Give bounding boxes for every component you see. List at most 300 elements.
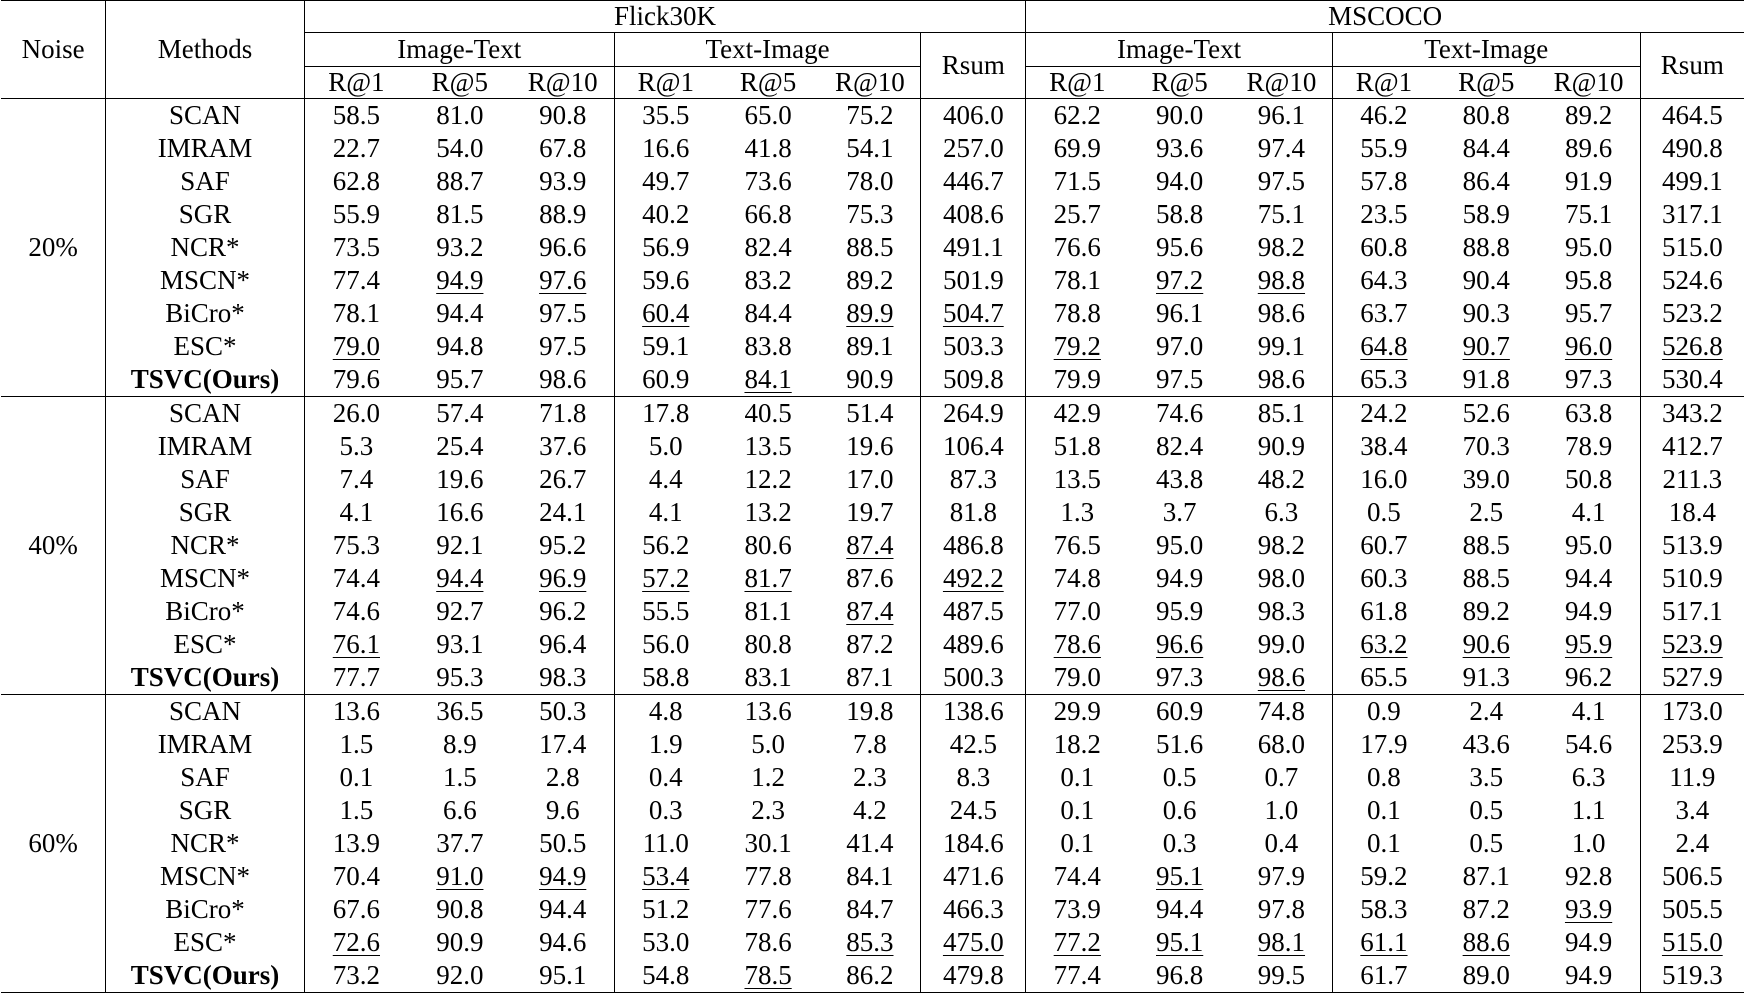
metric-value: 97.9 xyxy=(1257,861,1306,891)
metric-value-cell xyxy=(1332,99,1435,133)
metric-value-cell xyxy=(408,397,512,431)
metric-value-cell xyxy=(1128,959,1231,993)
metric-value: 49.7 xyxy=(642,166,690,196)
metric-value-cell xyxy=(1026,695,1129,729)
metric-value-cell xyxy=(512,132,615,165)
metric-value-cell xyxy=(1128,463,1231,496)
metric-value: 61.8 xyxy=(1360,596,1408,626)
metric-value-cell xyxy=(1026,661,1129,695)
metric-value: 80.8 xyxy=(1462,100,1510,130)
metric-value: 0.1 xyxy=(1060,795,1095,825)
metric-value: 24.1 xyxy=(539,497,587,527)
metric-value: 95.6 xyxy=(1156,232,1204,262)
metric-value-cell xyxy=(819,926,920,959)
metric-value-cell xyxy=(921,363,1026,397)
metric-value: 72.6 xyxy=(332,927,380,957)
metric-value-cell xyxy=(1231,363,1332,397)
metric-value: 97.0 xyxy=(1156,331,1204,361)
metric-value-cell xyxy=(1231,628,1332,661)
metric-value-cell xyxy=(304,198,408,231)
metric-value-cell xyxy=(1128,132,1231,165)
metric-value: 466.3 xyxy=(942,894,1004,924)
metric-value: 79.2 xyxy=(1053,331,1101,361)
method-name-cell xyxy=(106,198,304,231)
metric-value: 515.0 xyxy=(1661,232,1723,262)
metric-value: 58.5 xyxy=(332,100,380,130)
rsum-header-mscoco: Rsum xyxy=(1640,33,1744,99)
metric-value: 19.7 xyxy=(846,497,894,527)
metric-value: 26.7 xyxy=(539,464,587,494)
metric-value: 471.6 xyxy=(942,861,1004,891)
metric-value: 13.2 xyxy=(744,497,792,527)
metric-value-cell xyxy=(921,562,1026,595)
metric-value: 53.0 xyxy=(642,927,690,957)
metric-value: 98.3 xyxy=(539,662,587,692)
metric-value-cell xyxy=(1128,661,1231,695)
metric-value-cell xyxy=(1128,529,1231,562)
metric-value: 90.0 xyxy=(1156,100,1204,130)
metric-value: 59.6 xyxy=(642,265,690,295)
metric-value-cell xyxy=(512,695,615,729)
metric-value: 0.1 xyxy=(339,762,374,792)
metric-value: 58.8 xyxy=(642,662,690,692)
method-name-cell xyxy=(106,297,304,330)
metric-value: 1.5 xyxy=(339,729,374,759)
metric-value: 58.9 xyxy=(1462,199,1510,229)
metric-value-cell xyxy=(408,827,512,860)
metric-value-cell xyxy=(512,264,615,297)
metric-value: 446.7 xyxy=(942,166,1004,196)
metric-value: 60.4 xyxy=(642,298,690,328)
metric-value: 505.5 xyxy=(1661,894,1723,924)
metric-value: 96.6 xyxy=(539,232,587,262)
metric-value: 51.8 xyxy=(1053,431,1101,461)
metric-value: 4.8 xyxy=(648,696,683,726)
metric-value: 95.0 xyxy=(1564,232,1613,262)
metric-value-cell xyxy=(1538,695,1641,729)
metric-value: 0.5 xyxy=(1469,795,1504,825)
metric-value-cell xyxy=(1538,595,1641,628)
metric-value: 517.1 xyxy=(1661,596,1723,626)
metric-value-cell xyxy=(614,165,717,198)
metric-value-cell xyxy=(1538,99,1641,133)
metric-value: 62.2 xyxy=(1053,100,1101,130)
metric-value: 83.2 xyxy=(744,265,792,295)
metric-value: 63.2 xyxy=(1360,629,1408,659)
metric-value-cell xyxy=(819,728,920,761)
metric-value: 96.1 xyxy=(1257,100,1306,130)
metric-value: 90.7 xyxy=(1462,331,1510,361)
metric-value-cell xyxy=(921,661,1026,695)
metric-value: 93.2 xyxy=(436,232,484,262)
metric-value: 106.4 xyxy=(942,431,1004,461)
metric-value: 83.8 xyxy=(744,331,792,361)
metric-value-cell xyxy=(408,330,512,363)
metric-value-cell xyxy=(1026,595,1129,628)
metric-value-cell xyxy=(304,959,408,993)
metric-value-cell xyxy=(614,695,717,729)
metric-value-cell xyxy=(717,463,820,496)
metric-value-cell xyxy=(408,595,512,628)
dataset-header-flickr: Flick30K xyxy=(304,1,1025,33)
metric-value: 35.5 xyxy=(642,100,690,130)
metric-value-cell xyxy=(1231,198,1332,231)
table-row xyxy=(1,562,1744,595)
method-name-text: MSCN* xyxy=(160,265,251,295)
metric-value-cell xyxy=(614,463,717,496)
method-name-cell xyxy=(106,959,304,993)
method-name-cell xyxy=(106,99,304,133)
metric-value-cell xyxy=(1026,264,1129,297)
metric-header: R@10 xyxy=(1231,67,1332,99)
metric-value-cell xyxy=(921,728,1026,761)
metric-value-cell xyxy=(1231,860,1332,893)
metric-value-cell xyxy=(921,893,1026,926)
metric-value: 41.8 xyxy=(744,133,792,163)
metric-value-cell xyxy=(1128,496,1231,529)
metric-value-cell xyxy=(819,529,920,562)
metric-value: 80.6 xyxy=(744,530,792,560)
method-name-cell xyxy=(106,893,304,926)
method-name-text: NCR* xyxy=(170,232,240,262)
metric-value: 343.2 xyxy=(1661,398,1723,428)
metric-value: 0.1 xyxy=(1367,828,1401,858)
metric-value: 98.6 xyxy=(539,364,587,394)
metric-value-cell xyxy=(1538,728,1641,761)
metric-value-cell xyxy=(614,99,717,133)
metric-value-cell xyxy=(1026,562,1129,595)
metric-value-cell xyxy=(1435,330,1538,363)
metric-value: 90.9 xyxy=(846,364,894,394)
metric-value: 88.5 xyxy=(1462,530,1510,560)
metric-value: 13.9 xyxy=(332,828,380,858)
metric-value-cell xyxy=(1640,297,1744,330)
metric-value: 95.2 xyxy=(539,530,587,560)
metric-value: 75.3 xyxy=(332,530,380,560)
metric-value-cell xyxy=(1538,562,1641,595)
metric-value-cell xyxy=(1538,761,1641,794)
metric-value-cell xyxy=(614,198,717,231)
metric-value-cell xyxy=(304,761,408,794)
metric-value: 0.3 xyxy=(648,795,683,825)
metric-value-cell xyxy=(717,860,820,893)
metric-value: 81.7 xyxy=(744,563,792,593)
method-name-text: NCR* xyxy=(170,828,240,858)
metric-value-cell xyxy=(819,297,920,330)
metric-value: 84.4 xyxy=(744,298,792,328)
metric-value: 93.9 xyxy=(1564,894,1613,924)
metric-value: 36.5 xyxy=(436,696,484,726)
metric-value: 78.9 xyxy=(1564,431,1613,461)
metric-value-cell xyxy=(1435,860,1538,893)
metric-value-cell xyxy=(408,926,512,959)
method-name-cell xyxy=(106,628,304,661)
metric-value: 77.0 xyxy=(1053,596,1101,626)
metric-value-cell xyxy=(408,794,512,827)
metric-value: 65.5 xyxy=(1360,662,1408,692)
metric-value: 88.8 xyxy=(1462,232,1510,262)
metric-value: 87.4 xyxy=(846,530,894,560)
metric-value-cell xyxy=(1128,562,1231,595)
metric-value: 25.7 xyxy=(1053,199,1101,229)
metric-value-cell xyxy=(921,463,1026,496)
metric-value-cell xyxy=(304,132,408,165)
metric-value: 13.5 xyxy=(744,431,792,461)
metric-value: 408.6 xyxy=(942,199,1004,229)
metric-value: 13.5 xyxy=(1053,464,1101,494)
metric-value-cell xyxy=(614,132,717,165)
metric-value-cell xyxy=(614,264,717,297)
metric-value-cell xyxy=(1640,728,1744,761)
metric-value-cell xyxy=(408,463,512,496)
metric-value: 39.0 xyxy=(1462,464,1510,494)
metric-value-cell xyxy=(819,198,920,231)
metric-value: 79.6 xyxy=(332,364,380,394)
metric-value: 504.7 xyxy=(942,298,1004,328)
metric-value-cell xyxy=(819,363,920,397)
metric-value-cell xyxy=(1128,794,1231,827)
metric-value: 48.2 xyxy=(1257,464,1306,494)
metric-value: 184.6 xyxy=(942,828,1004,858)
metric-value-cell xyxy=(1231,827,1332,860)
metric-value: 2.4 xyxy=(1675,828,1710,858)
metric-value: 17.0 xyxy=(846,464,894,494)
metric-value-cell xyxy=(512,959,615,993)
metric-value: 487.5 xyxy=(942,596,1004,626)
metric-value: 98.3 xyxy=(1257,596,1306,626)
method-name-text: TSVC(Ours) xyxy=(130,662,280,692)
metric-value: 76.6 xyxy=(1053,232,1101,262)
metric-value: 317.1 xyxy=(1661,199,1723,229)
metric-value: 83.1 xyxy=(744,662,792,692)
method-name-text: IMRAM xyxy=(157,729,253,759)
metric-value: 17.9 xyxy=(1360,729,1408,759)
metric-value-cell xyxy=(1435,959,1538,993)
metric-value-cell xyxy=(1332,132,1435,165)
metric-value-cell xyxy=(408,728,512,761)
metric-value: 60.3 xyxy=(1360,563,1408,593)
metric-value: 96.1 xyxy=(1156,298,1204,328)
metric-value-cell xyxy=(614,397,717,431)
metric-value-cell xyxy=(512,330,615,363)
metric-value-cell xyxy=(1435,363,1538,397)
metric-value-cell xyxy=(512,297,615,330)
metric-value: 92.8 xyxy=(1564,861,1613,891)
table-row xyxy=(1,926,1744,959)
metric-value-cell xyxy=(1026,728,1129,761)
metric-value-cell xyxy=(1640,132,1744,165)
metric-value: 97.5 xyxy=(1156,364,1204,394)
metric-value: 3.5 xyxy=(1469,762,1504,792)
metric-value-cell xyxy=(1128,165,1231,198)
metric-value-cell xyxy=(717,231,820,264)
metric-value: 22.7 xyxy=(332,133,380,163)
metric-value: 18.2 xyxy=(1053,729,1101,759)
metric-value: 11.0 xyxy=(642,828,689,858)
metric-value-cell xyxy=(819,761,920,794)
metric-value: 4.1 xyxy=(648,497,683,527)
metric-value: 96.2 xyxy=(539,596,587,626)
metric-value-cell xyxy=(1538,231,1641,264)
metric-value: 98.2 xyxy=(1257,232,1306,262)
metric-value-cell xyxy=(819,661,920,695)
metric-value-cell xyxy=(1332,231,1435,264)
table-row xyxy=(1,132,1744,165)
metric-header: R@5 xyxy=(717,67,820,99)
metric-header: R@5 xyxy=(1435,67,1538,99)
metric-value-cell xyxy=(1640,463,1744,496)
metric-value-cell xyxy=(1026,132,1129,165)
metric-value-cell xyxy=(1538,463,1641,496)
metric-value-cell xyxy=(1026,463,1129,496)
metric-value-cell xyxy=(1435,496,1538,529)
metric-value-cell xyxy=(304,628,408,661)
metric-value-cell xyxy=(1640,397,1744,431)
metric-value: 68.0 xyxy=(1257,729,1306,759)
metric-value-cell xyxy=(1332,562,1435,595)
metric-value-cell xyxy=(1538,496,1641,529)
metric-value: 87.1 xyxy=(846,662,894,692)
metric-value-cell xyxy=(1231,264,1332,297)
metric-value: 59.1 xyxy=(642,331,690,361)
method-name-text: NCR* xyxy=(170,530,240,560)
metric-value-cell xyxy=(1026,297,1129,330)
metric-value-cell xyxy=(1435,264,1538,297)
metric-value: 515.0 xyxy=(1661,927,1723,957)
metric-value-cell xyxy=(1332,761,1435,794)
metric-value-cell xyxy=(1435,529,1538,562)
metric-value: 11.9 xyxy=(1669,762,1716,792)
metric-value-cell xyxy=(921,330,1026,363)
metric-value-cell xyxy=(921,827,1026,860)
metric-value-cell xyxy=(1231,297,1332,330)
metric-value: 95.9 xyxy=(1156,596,1204,626)
metric-header: R@5 xyxy=(408,67,512,99)
metric-value-cell xyxy=(1538,397,1641,431)
method-name-cell xyxy=(106,231,304,264)
metric-value-cell xyxy=(614,959,717,993)
metric-value: 89.6 xyxy=(1564,133,1613,163)
metric-value: 96.9 xyxy=(539,563,587,593)
metric-value: 61.1 xyxy=(1360,927,1408,957)
metric-value-cell xyxy=(1435,198,1538,231)
metric-value-cell xyxy=(1231,430,1332,463)
metric-value-cell xyxy=(1332,264,1435,297)
metric-value: 1.0 xyxy=(1264,795,1299,825)
metric-value: 76.1 xyxy=(332,629,380,659)
metric-value-cell xyxy=(304,827,408,860)
metric-value-cell xyxy=(717,264,820,297)
metric-value: 5.0 xyxy=(751,729,785,759)
metric-value-cell xyxy=(1332,165,1435,198)
metric-value-cell xyxy=(1538,794,1641,827)
metric-value-cell xyxy=(1332,827,1435,860)
metric-value-cell xyxy=(408,893,512,926)
metric-value-cell xyxy=(304,297,408,330)
metric-value-cell xyxy=(1128,264,1231,297)
metric-value: 78.6 xyxy=(1053,629,1101,659)
metric-value-cell xyxy=(1640,496,1744,529)
method-name-text: SCAN xyxy=(169,696,242,726)
metric-value-cell xyxy=(921,595,1026,628)
metric-value-cell xyxy=(1026,165,1129,198)
metric-value-cell xyxy=(614,893,717,926)
metric-value: 96.2 xyxy=(1564,662,1613,692)
method-name-cell xyxy=(106,860,304,893)
metric-value-cell xyxy=(717,165,820,198)
metric-value: 530.4 xyxy=(1661,364,1723,394)
metric-value: 0.8 xyxy=(1367,762,1401,792)
metric-value-cell xyxy=(1640,794,1744,827)
metric-value-cell xyxy=(717,827,820,860)
metric-value: 94.4 xyxy=(1156,894,1204,924)
metric-value-cell xyxy=(1332,198,1435,231)
metric-value-cell xyxy=(1128,198,1231,231)
metric-value-cell xyxy=(512,893,615,926)
direction-header-m-i2t: Image-Text xyxy=(1026,33,1333,67)
metric-value: 2.5 xyxy=(1469,497,1504,527)
metric-value: 78.1 xyxy=(332,298,380,328)
metric-value: 90.9 xyxy=(1257,431,1306,461)
metric-value: 19.6 xyxy=(846,431,894,461)
table-row xyxy=(1,728,1744,761)
metric-value: 97.6 xyxy=(539,265,587,295)
metric-value: 74.8 xyxy=(1053,563,1101,593)
table-row xyxy=(1,231,1744,264)
method-name-cell xyxy=(106,728,304,761)
metric-value-cell xyxy=(1332,330,1435,363)
method-name-text: ESC* xyxy=(173,927,237,957)
metric-value: 510.9 xyxy=(1661,563,1723,593)
metric-value: 0.3 xyxy=(1162,828,1197,858)
metric-value-cell xyxy=(819,231,920,264)
metric-value-cell xyxy=(921,529,1026,562)
metric-value-cell xyxy=(1435,661,1538,695)
table-row xyxy=(1,330,1744,363)
metric-value: 0.1 xyxy=(1060,828,1095,858)
metric-value-cell xyxy=(614,430,717,463)
method-name-text: ESC* xyxy=(173,629,237,659)
metric-value-cell xyxy=(1026,926,1129,959)
metric-value: 90.4 xyxy=(1462,265,1510,295)
metric-value-cell xyxy=(1128,893,1231,926)
metric-value: 77.8 xyxy=(744,861,792,891)
metric-value-cell xyxy=(819,695,920,729)
method-name-cell xyxy=(106,661,304,695)
metric-value-cell xyxy=(304,562,408,595)
metric-value-cell xyxy=(512,860,615,893)
metric-value-cell xyxy=(1538,430,1641,463)
metric-value: 19.8 xyxy=(846,696,894,726)
metric-value-cell xyxy=(1640,363,1744,397)
metric-value-cell xyxy=(304,264,408,297)
metric-value-cell xyxy=(304,860,408,893)
metric-value-cell xyxy=(1231,661,1332,695)
metric-value-cell xyxy=(921,264,1026,297)
table-row xyxy=(1,165,1744,198)
metric-value-cell xyxy=(408,430,512,463)
metric-value: 89.2 xyxy=(846,265,894,295)
metric-value-cell xyxy=(1640,562,1744,595)
metric-value: 97.3 xyxy=(1156,662,1204,692)
metric-value-cell xyxy=(1435,827,1538,860)
method-name-text: TSVC(Ours) xyxy=(130,364,280,394)
method-name-cell xyxy=(106,430,304,463)
metric-value-cell xyxy=(304,595,408,628)
metric-value-cell xyxy=(1026,827,1129,860)
metric-value: 97.3 xyxy=(1564,364,1613,394)
table-row xyxy=(1,496,1744,529)
